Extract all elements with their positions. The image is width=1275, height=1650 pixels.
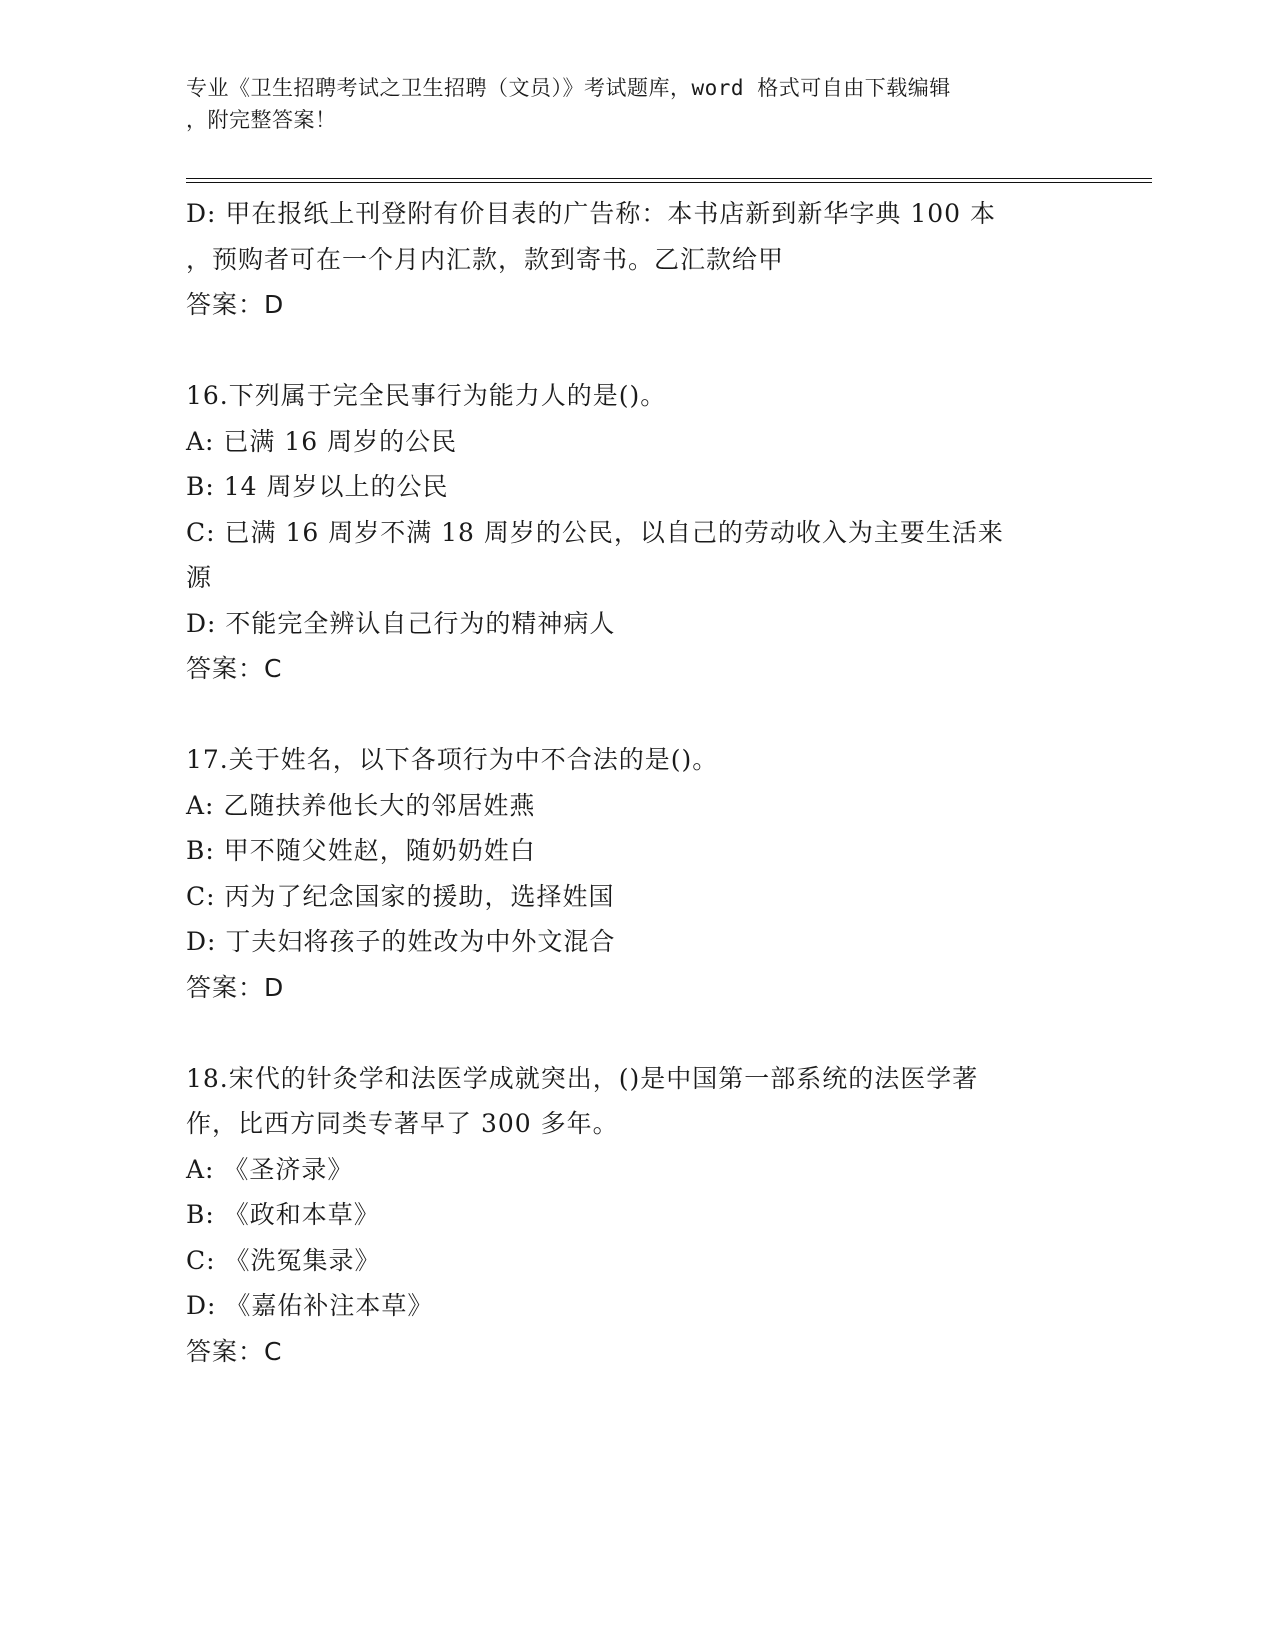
answer: 答案：D — [186, 972, 285, 1002]
question-17 — [186, 737, 1086, 1010]
question-list — [186, 191, 1086, 1374]
option-a: A: 乙随扶养他长大的邻居姓燕 — [186, 790, 536, 820]
answer: 答案：D — [186, 290, 285, 319]
option-b: B: 14 周岁以上的公民 — [186, 472, 449, 501]
option-c: C: 丙为了纪念国家的援助，选择姓国 — [186, 881, 615, 911]
header-line-1: 专业《卫生招聘考试之卫生招聘（文员）》考试题库，word 格式可自由下载编辑 — [186, 76, 951, 100]
option-c: C: 已满 16 周岁不满 18 周岁的公民，以自己的劳动收入为主要生活来 — [186, 517, 1004, 547]
option-a: A: 《圣济录》 — [186, 1154, 354, 1184]
header-line-2: ，附完整答案！ — [186, 108, 337, 132]
question-stem: 18.宋代的针灸学和法医学成就突出，()是中国第一部系统的法医学著 — [186, 1063, 979, 1093]
option-d-continued: ，预购者可在一个月内汇款，款到寄书。乙汇款给甲 — [186, 244, 785, 274]
document-header — [186, 72, 1066, 136]
question-stem: 17.关于姓名，以下各项行为中不合法的是()。 — [186, 745, 719, 774]
option-d: D: 丁夫妇将孩子的姓改为中外文混合 — [186, 927, 616, 956]
option-b: B: 《政和本草》 — [186, 1200, 380, 1229]
header-divider-top — [186, 178, 1152, 179]
question-stem-continued: 作，比西方同类专著早了 300 多年。 — [186, 1109, 619, 1138]
option-d: D: 不能完全辨认自己行为的精神病人 — [186, 608, 616, 638]
option-c-continued: 源 — [186, 563, 213, 592]
prev-question — [186, 191, 1086, 328]
option-a: A: 已满 16 周岁的公民 — [186, 426, 458, 456]
question-18 — [186, 1056, 1086, 1375]
option-b: B: 甲不随父姓赵，随奶奶姓白 — [186, 836, 536, 865]
question-16 — [186, 373, 1086, 692]
answer: 答案：C — [186, 654, 283, 683]
answer: 答案：C — [186, 1336, 283, 1366]
option-d: D: 甲在报纸上刊登附有价目表的广告称：本书店新到新华字典 100 本 — [186, 199, 997, 228]
option-d: D: 《嘉佑补注本草》 — [186, 1291, 434, 1320]
question-stem: 16.下列属于完全民事行为能力人的是()。 — [186, 381, 667, 410]
option-c: C: 《洗冤集录》 — [186, 1245, 381, 1275]
header-divider-bottom — [186, 182, 1152, 183]
